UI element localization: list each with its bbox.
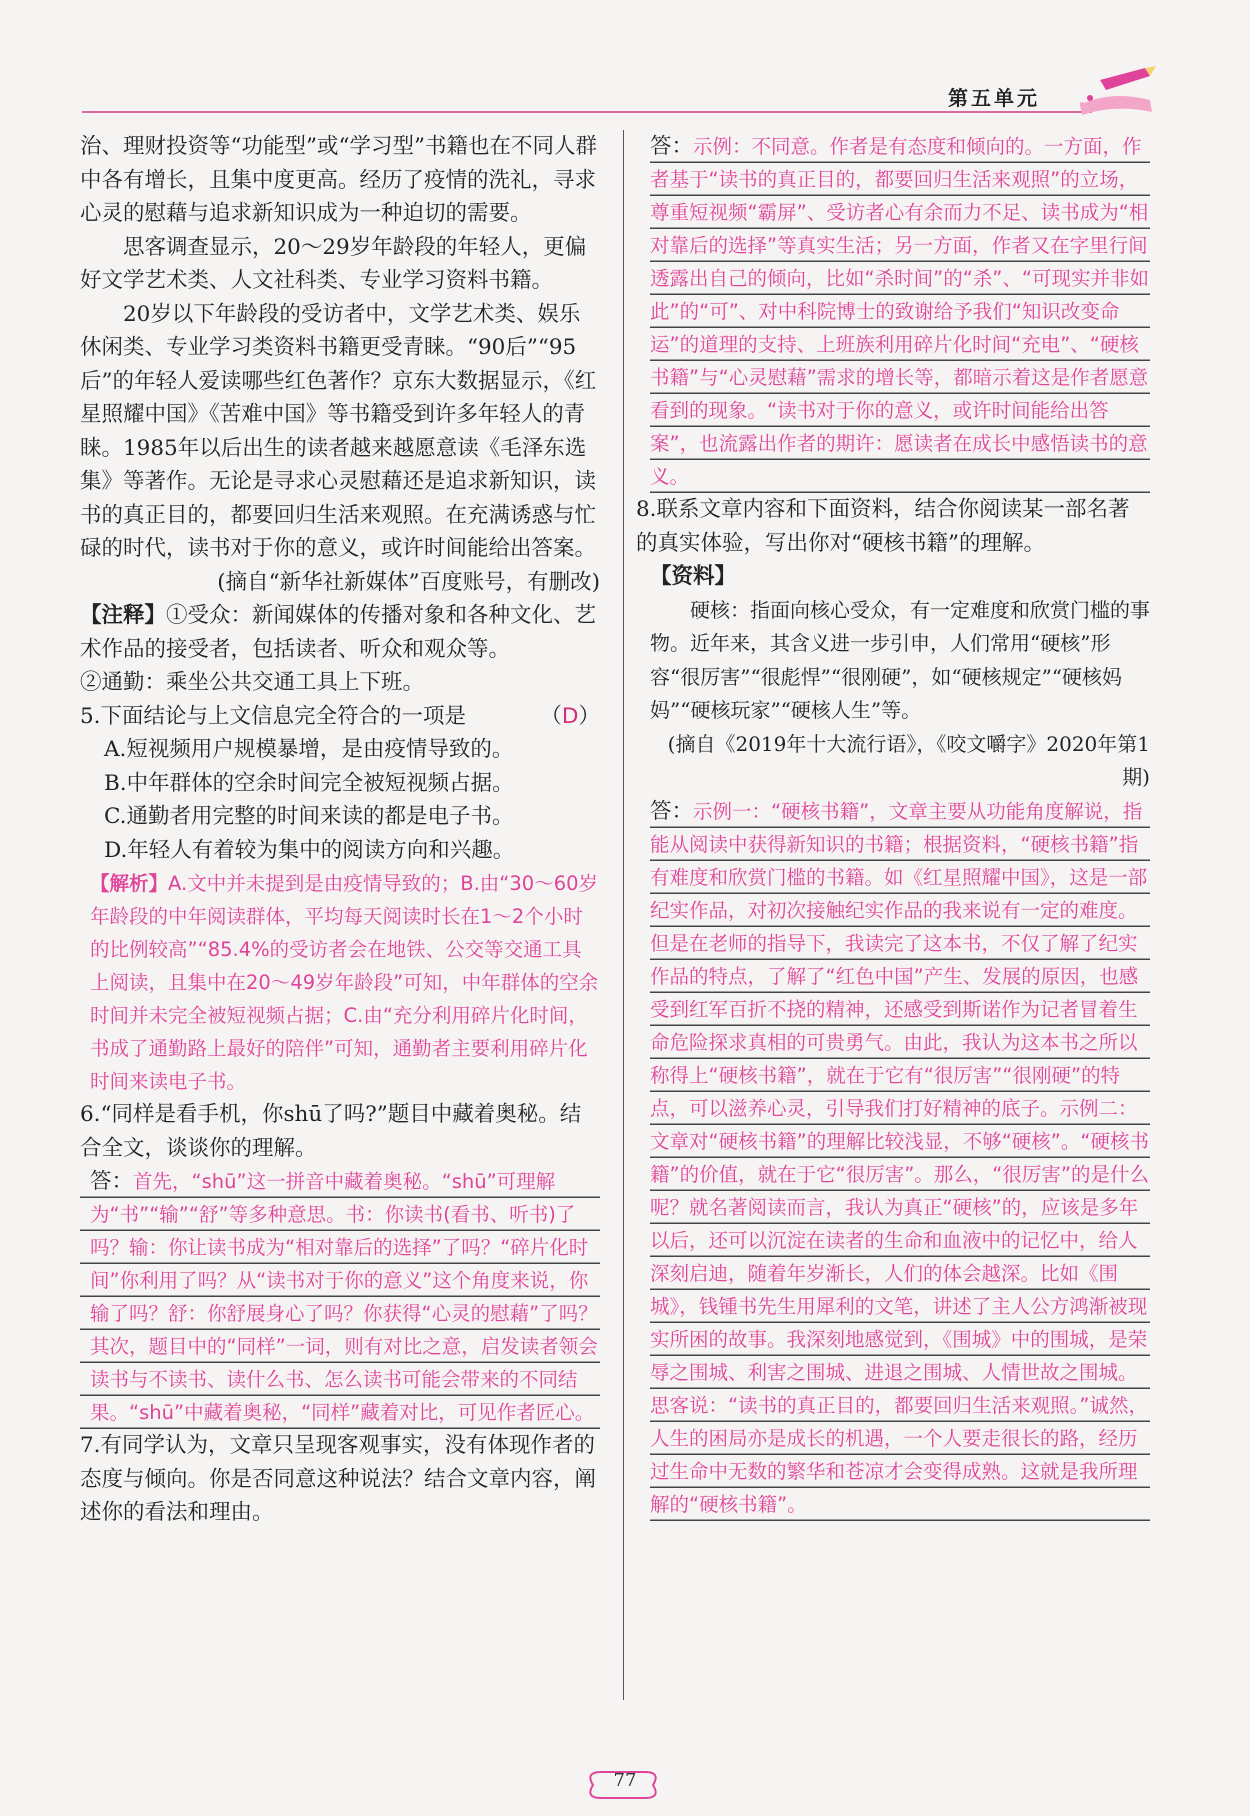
question-7: 7.有同学认为，文章只呈现客观事实，没有体现作者的态度与倾向。你是否同意这种说法？结合文章内容，阐述你的看法和理由。 [80, 1433, 597, 1525]
note-1: ①受众：新闻媒体的传播对象和各种文化、艺术作品的接受者，包括读者、听众和观众等。 [80, 603, 597, 662]
question-6: 6.“同样是看手机，你shū了吗?”题目中藏着奥秘。结合全文，谈谈你的理解。 [80, 1102, 582, 1161]
article-paragraph: 治、理财投资等“功能型”或“学习型”书籍也在不同人群中各有增长，且集中度更高。经历了疫情的洗礼，寻求心灵的慰藉与追求新知识成为一种迫切的需要。 [80, 134, 597, 226]
article-source: (摘自“新华社新媒体”百度账号，有删改) [217, 569, 600, 595]
option-b: B.中年群体的空余时间完全被短视频占据。 [104, 770, 514, 796]
question-6-answer [80, 1165, 600, 1429]
unit-title: 第五单元 [948, 86, 1040, 110]
option-a: A.短视频用户规模暴增，是由疫情导致的。 [104, 737, 514, 762]
article-paragraph: 思客调查显示，20～29岁年龄段的年轻人，更偏好文学艺术类、人文社科类、专业学习资料书籍。 [80, 234, 587, 293]
answer-text: 示例：不同意。作者是有态度和倾向的。一方面，作者基于“读书的真正目的，都要回归生活来观照”的立场，尊重短视频“霸屏”、受访者心有余而力不足、读书成为“相对靠后的选择”等真实生活；另一方面，作者又在字里行间透露出自己的倾向，比如“杀时间”的“杀”、“可现实并非如此”的“可”、对中科院博士的致谢给予我们“知识改变命运”的道理的支持、上班族利用碎片化时间“充电”、“硬核书籍”与“心灵慰藉”需求的增长等，都暗示着这是作者愿意看到的现象。“读书对于你的意义，或许时间能给出答案”，也流露出作者的期许：愿读者在成长中感悟读书的意义。 [650, 135, 1150, 488]
material-text: 硬核：指面向核心受众，有一定难度和欣赏门槛的事物。近年来，其含义进一步引申，人们常用“硬核”形容“很厉害”“很彪悍”“很刚硬”，如“硬核规定”“硬核妈妈”“硬核玩家”“硬核人生”等。 [650, 597, 1150, 722]
analysis-text: A.文中并未提到是由疫情导致的；B.由“30～60岁年龄段的中年阅读群体，平均每天阅读时长在1～2个小时的比例较高”“85.4%的受访者会在地铁、公交等交通工具上阅读，且集中在20～49岁年龄段”可知，中年群体的空余时间并未完全被短视频占据；C.由“充分利用碎片化时间，书成了通勤路上最好的陪伴”可知，通勤者主要利用碎片化时间来读电子书。 [90, 872, 599, 1093]
question-5-answer: D [561, 703, 579, 729]
paren-open: （ [540, 703, 562, 729]
page-number: 77 [613, 1770, 637, 1791]
header-rule [82, 111, 1092, 113]
analysis-tag: 【解析】 [90, 872, 169, 895]
note-2: ②通勤：乘坐公共交通工具上下班。 [80, 670, 425, 695]
answer-lead: 答： [90, 1169, 134, 1194]
option-c: C.通勤者用完整的时间来读的都是电子书。 [104, 804, 514, 829]
notes [80, 599, 600, 666]
answer-lead: 答： [650, 798, 694, 824]
pencil-book-icon [1070, 60, 1160, 120]
paren-close: ） [578, 703, 600, 729]
question-5-analysis [80, 867, 600, 1098]
question-5 [80, 700, 600, 734]
question-8-answer [650, 795, 1150, 1521]
question-7-answer [650, 130, 1150, 493]
material-tag [650, 560, 1150, 594]
column-divider [623, 130, 624, 1700]
answer-text: 首先，“shū”这一拼音中藏着奥秘。“shū”可理解为“书”“输”“舒”等多种意思。书：你读书(看书、听书)了吗？输：你让读书成为“相对靠后的选择”了吗？“碎片化时间”你利用了吗？从“读书对于你的意义”这个角度来说，你输了吗？舒：你舒展身心了吗？你获得“心灵的慰藉”了吗？其次，题目中的“同样”一词，则有对比之意，启发读者领会读书与不读书、读什么书、怎么读书可能会带来的不同结果。“shū”中藏着奥秘，“同样”藏着对比，可见作者匠心。 [90, 1170, 598, 1424]
right-column [636, 130, 1150, 1521]
article-paragraph: 20岁以下年龄段的受访者中，文学艺术类、娱乐休闲类、专业学习类资料书籍更受青睐。“90后”“95后”的年轻人爱读哪些红色著作？京东大数据显示，《红星照耀中国》《苦难中国》等书籍受到许多年轻人的青睐。1985年以后出生的读者越来越愿意读《毛泽东选集》等著作。无论是寻求心灵慰藉还是追求新知识，读书的真正目的，都要回归生活来观照。在充满诱惑与忙碌的时代，读书对于你的意义，或许时间能给出答案。 [80, 301, 597, 561]
note-tag: 【注释】 [80, 603, 167, 628]
option-d: D.年轻人有着较为集中的阅读方向和兴趣。 [104, 837, 515, 863]
material-source: (摘自《2019年十大流行语》，《咬文嚼字》2020年第1期) [667, 731, 1150, 789]
material-tag-label: 【资料】 [650, 564, 737, 589]
left-column [80, 130, 600, 1530]
answer-text: 示例一：“硬核书籍”，文章主要从功能角度解说，指能从阅读中获得新知识的书籍；根据资料，“硬核书籍”指有难度和欣赏门槛的书籍。如《红星照耀中国》，这是一部纪实作品，对初次接触纪实作品的我来说有一定的难度。但是在老师的指导下，我读完了这本书，不仅了解了纪实作品的特点，了解了“红色中国”产生、发展的原因，也感受到红军百折不挠的精神，还感受到斯诺作为记者冒着生命危险探求真相的可贵勇气。由此，我认为这本书之所以称得上“硬核书籍”，就在于它有“很厉害”“很刚硬”的特点，可以滋养心灵，引导我们打好精神的底子。示例二：文章对“硬核书籍”的理解比较浅显，不够“硬核”。“硬核书籍”的价值，就在于它“很厉害”。那么，“很厉害”的是什么呢？就名著阅读而言，我认为真正“硬核”的，应该是多年以后，还可以沉淀在读者的生命和血液中的记忆中，给人深刻启迪，随着年岁渐长，人们的体会越深。比如《围城》，钱锺书先生用犀利的文笔，讲述了主人公方鸿渐被现实所困的故事。我深刻地感觉到，《围城》中的围城，是荣辱之围城、利害之围城、进退之围城、人情世故之围城。思客说：“读书的真正目的，都要回归生活来观照。”诚然，人生的困局亦是成长的机遇，一个人要走很长的路，经历过生命中无数的繁华和苍凉才会变得成熟。这就是我所理解的“硬核书籍”。 [650, 799, 1150, 1516]
question-5-stem: 5.下面结论与上文信息完全符合的一项是 [80, 703, 467, 729]
answer-lead: 答： [650, 134, 694, 159]
question-8: 8.联系文章内容和下面资料，结合你阅读某一部名著的真实体验，写出你对“硬核书籍”的理解。 [636, 497, 1130, 556]
